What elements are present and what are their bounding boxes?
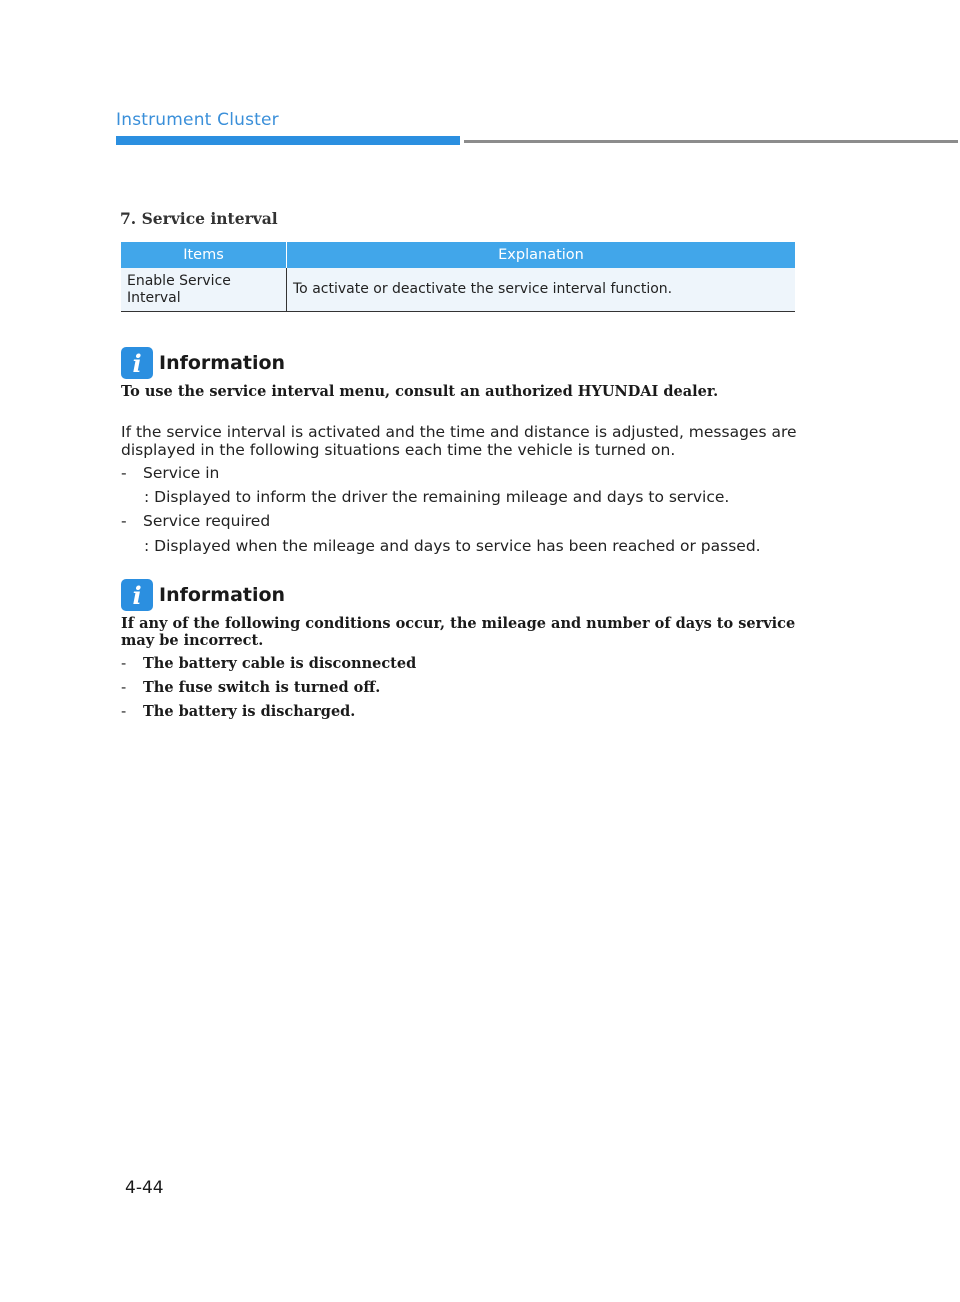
header-accent-bar (116, 136, 460, 145)
column-header-explanation: Explanation (287, 242, 796, 268)
list-item-description: : Displayed to inform the driver the remaining mileage and days to service. (144, 488, 730, 506)
list-item-label: Service required (143, 512, 271, 530)
information-title: Information (159, 584, 286, 606)
list-dash: - (121, 464, 127, 482)
table-cell-explanation: To activate or deactivate the service interval function. (287, 268, 796, 312)
condition-item (121, 703, 355, 721)
column-header-items: Items (121, 242, 287, 268)
info-icon: i (121, 579, 153, 611)
information-text: If any of the following conditions occur, the mileage and number of days to service may be incorrect. (121, 615, 796, 649)
page-number: 4-44 (125, 1178, 164, 1198)
information-header (121, 346, 801, 380)
information-header (121, 578, 801, 612)
list-item-description: : Displayed when the mileage and days to service has been reached or passed. (144, 537, 761, 555)
table-cell-item: Enable Service Interval (121, 268, 287, 312)
information-text: To use the service interval menu, consult an authorized HYUNDAI dealer. (121, 383, 719, 400)
list-item-service-in (121, 464, 219, 482)
condition-text: The fuse switch is turned off. (143, 679, 381, 696)
list-dash: - (121, 704, 127, 720)
service-interval-table (121, 242, 795, 312)
list-dash: - (121, 512, 127, 530)
condition-text: The battery cable is disconnected (143, 655, 417, 672)
list-item-label: Service in (143, 464, 220, 482)
header-title: Instrument Cluster (116, 110, 279, 130)
information-box-1 (121, 346, 801, 400)
section-title: 7. Service interval (120, 209, 278, 228)
information-box-2 (121, 578, 801, 649)
table-row (121, 268, 795, 312)
information-title: Information (159, 352, 286, 374)
header-rule (464, 140, 958, 143)
info-icon: i (121, 347, 153, 379)
list-item-service-required (121, 512, 270, 530)
list-dash: - (121, 680, 127, 696)
condition-item (121, 679, 380, 697)
body-paragraph: If the service interval is activated and the time and distance is adjusted, messages are displayed in the following situations each time the vehicle is turned on. (121, 423, 797, 459)
table-header-row (121, 242, 795, 268)
condition-item (121, 655, 416, 673)
condition-text: The battery is discharged. (143, 703, 356, 720)
list-dash: - (121, 656, 127, 672)
